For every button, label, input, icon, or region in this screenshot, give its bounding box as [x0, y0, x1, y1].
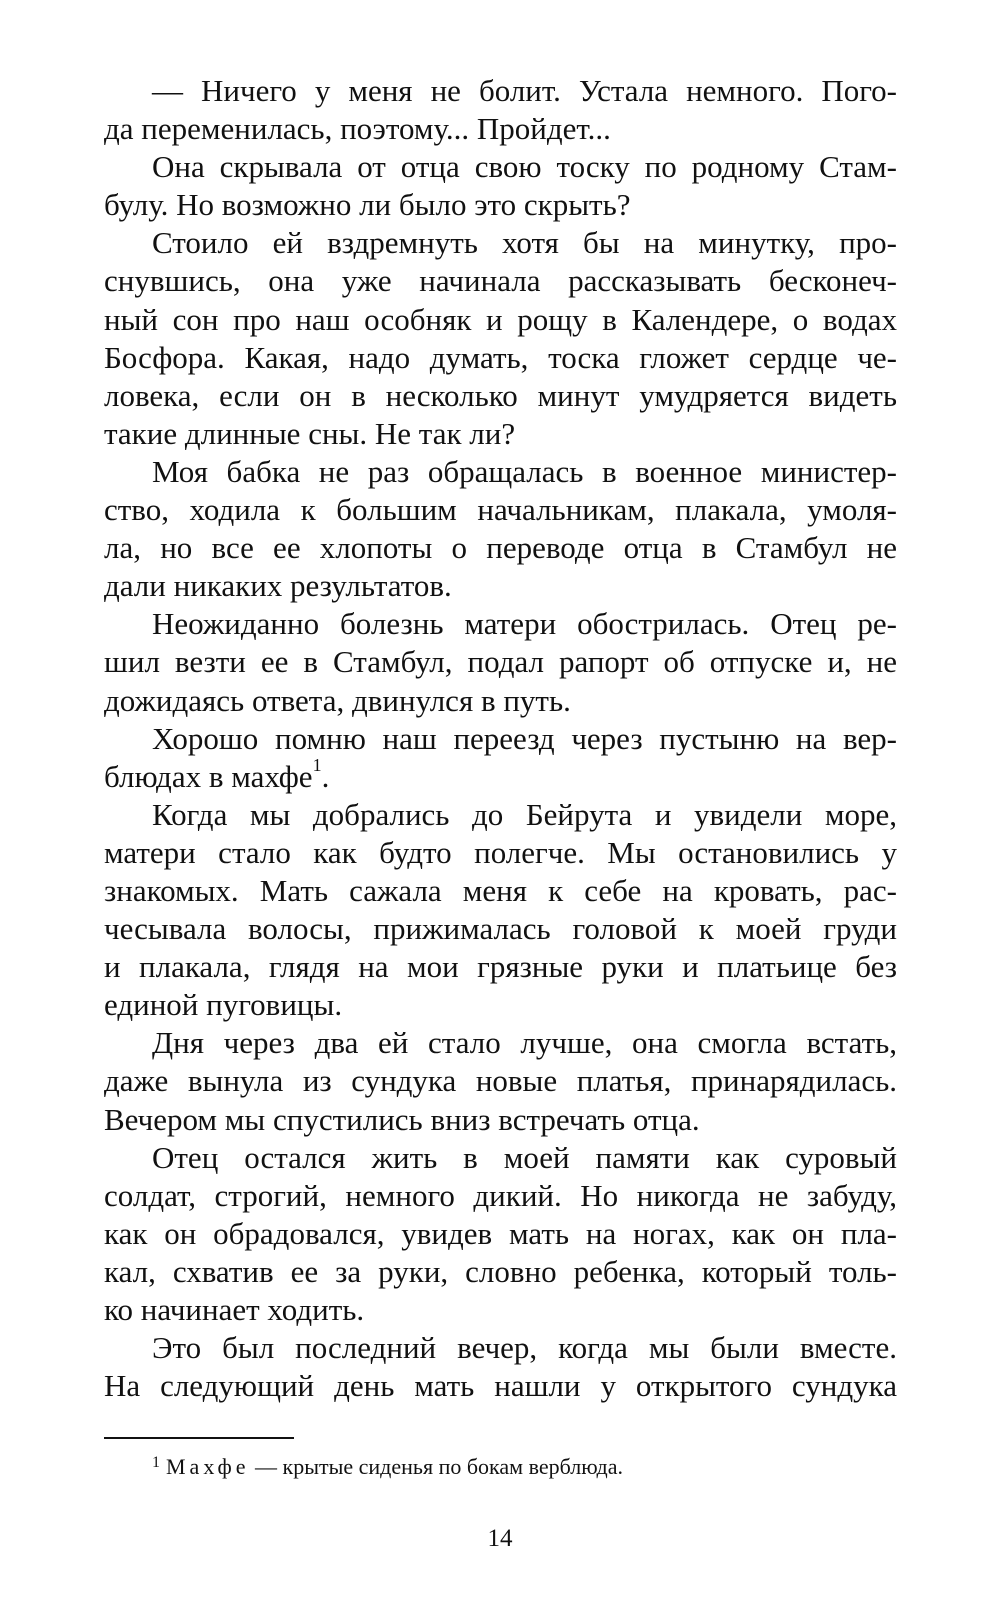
text-line-content: дали никаких результатов. [104, 568, 452, 604]
page-body-text [104, 72, 897, 1405]
text-line-content: матери стало как будто полегче. Мы остановились у [104, 834, 897, 870]
text-line [104, 1139, 897, 1177]
text-line-content: Вечером мы спустились вниз встречать отца. [104, 1101, 700, 1137]
text-line-content: даже вынула из сундука новые платья, принарядилась. [104, 1063, 897, 1099]
text-line-content: солдат, строгий, немного дикий. Но никогда не забуду, [104, 1177, 897, 1213]
text-line-content: ство, ходила к большим начальникам, плакала, умоля- [104, 492, 897, 528]
footnote-number: 1 [152, 1454, 160, 1471]
text-line [104, 643, 897, 681]
text-line [104, 224, 897, 262]
text-line-content: ный сон про наш особняк и рощу в Календере, о водах [104, 301, 897, 337]
text-line-content: На следующий день мать нашли у открытого сундука [104, 1368, 897, 1404]
text-line [104, 1253, 897, 1291]
text-line [104, 796, 897, 834]
text-line [104, 1177, 897, 1215]
text-line [104, 1024, 897, 1062]
text-line-content: дожидаясь ответа, двинулся в путь. [104, 682, 571, 718]
text-line [104, 377, 897, 415]
text-line [104, 910, 897, 948]
text-line-tail: . [321, 758, 330, 794]
text-line-content: Когда мы добрались до Бейрута и увидели море, [152, 796, 897, 832]
text-line-content: знакомых. Мать сажала меня к себе на кровать, рас- [104, 872, 897, 908]
text-line-content: да переменилась, поэтому... Пройдет... [104, 111, 611, 147]
text-line [104, 755, 897, 796]
text-line [104, 834, 897, 872]
text-line [104, 567, 897, 605]
text-line [104, 986, 897, 1024]
text-line [104, 491, 897, 529]
text-line [104, 948, 897, 986]
text-line [104, 453, 897, 491]
text-line [104, 262, 897, 300]
text-line [104, 415, 897, 453]
text-line [104, 1215, 897, 1253]
text-line [104, 1062, 897, 1100]
footnote-text: — крытые сиденья по бокам верблюда. [249, 1454, 623, 1479]
page-number: 14 [487, 1525, 513, 1552]
text-line-content: такие длинные сны. Не так ли? [104, 415, 516, 451]
text-line-content: снувшись, она уже начинала рассказывать бесконеч- [104, 263, 897, 299]
text-line [104, 872, 897, 910]
text-line [104, 110, 897, 148]
text-line-content: шил везти ее в Стамбул, подал рапорт об отпуске и, не [104, 644, 897, 680]
text-line [104, 148, 897, 186]
footnote-separator-rule [104, 1437, 294, 1439]
text-line-content: как он обрадовался, увидев мать на ногах, как он пла- [104, 1215, 897, 1251]
text-line [104, 186, 897, 224]
text-line-content: блюдах в махфе [104, 758, 313, 794]
text-line [104, 1291, 897, 1329]
footnote [152, 1452, 623, 1485]
text-line-content: ко начинает ходить. [104, 1292, 365, 1327]
text-line [104, 339, 897, 377]
text-line [104, 1367, 897, 1405]
text-line-content: Это был последний вечер, когда мы были вместе. [152, 1330, 897, 1366]
text-line [104, 301, 897, 339]
text-line-content: булу. Но возможно ли было это скрыть? [104, 187, 631, 223]
text-line-content: — Ничего у меня не болит. Устала немного. Пого- [152, 73, 897, 108]
footnote-term: Махфе [166, 1454, 250, 1479]
text-line-content: кал, схватив ее за руки, словно ребенка, который толь- [104, 1253, 897, 1289]
text-line-content: Босфора. Какая, надо думать, тоска гложет сердце че- [104, 339, 897, 375]
text-line-content: Хорошо помню наш переезд через пустыню на вер- [152, 720, 897, 756]
text-line-content: чесывала волосы, прижималась головой к моей груди [104, 911, 897, 947]
text-line-content: Стоило ей вздремнуть хотя бы на минутку, про- [152, 225, 897, 261]
text-line-content: Она скрывала от отца свою тоску по родному Стам- [152, 149, 897, 185]
text-line-content: Отец остался жить в моей памяти как суровый [152, 1139, 897, 1175]
text-line [104, 720, 897, 758]
text-line-content: ловека, если он в несколько минут умудряется видеть [104, 377, 897, 413]
text-line-content: и плакала, глядя на мои грязные руки и платьице без [104, 949, 897, 985]
text-line [104, 682, 897, 720]
text-line-content: Моя бабка не раз обращалась в военное министер- [152, 453, 897, 489]
text-line-content: Дня через два ей стало лучше, она смогла встать, [152, 1025, 897, 1061]
text-line [104, 1101, 897, 1139]
text-line-content: Неожиданно болезнь матери обострилась. Отец ре- [152, 606, 897, 642]
text-line [104, 605, 897, 643]
text-line-content: ла, но все ее хлопоты о переводе отца в Стамбул не [104, 530, 897, 566]
text-line [104, 529, 897, 567]
text-line [104, 1329, 897, 1367]
footnote-reference: 1 [312, 755, 322, 776]
text-line-content: единой пуговицы. [104, 987, 343, 1023]
text-line [104, 72, 897, 110]
